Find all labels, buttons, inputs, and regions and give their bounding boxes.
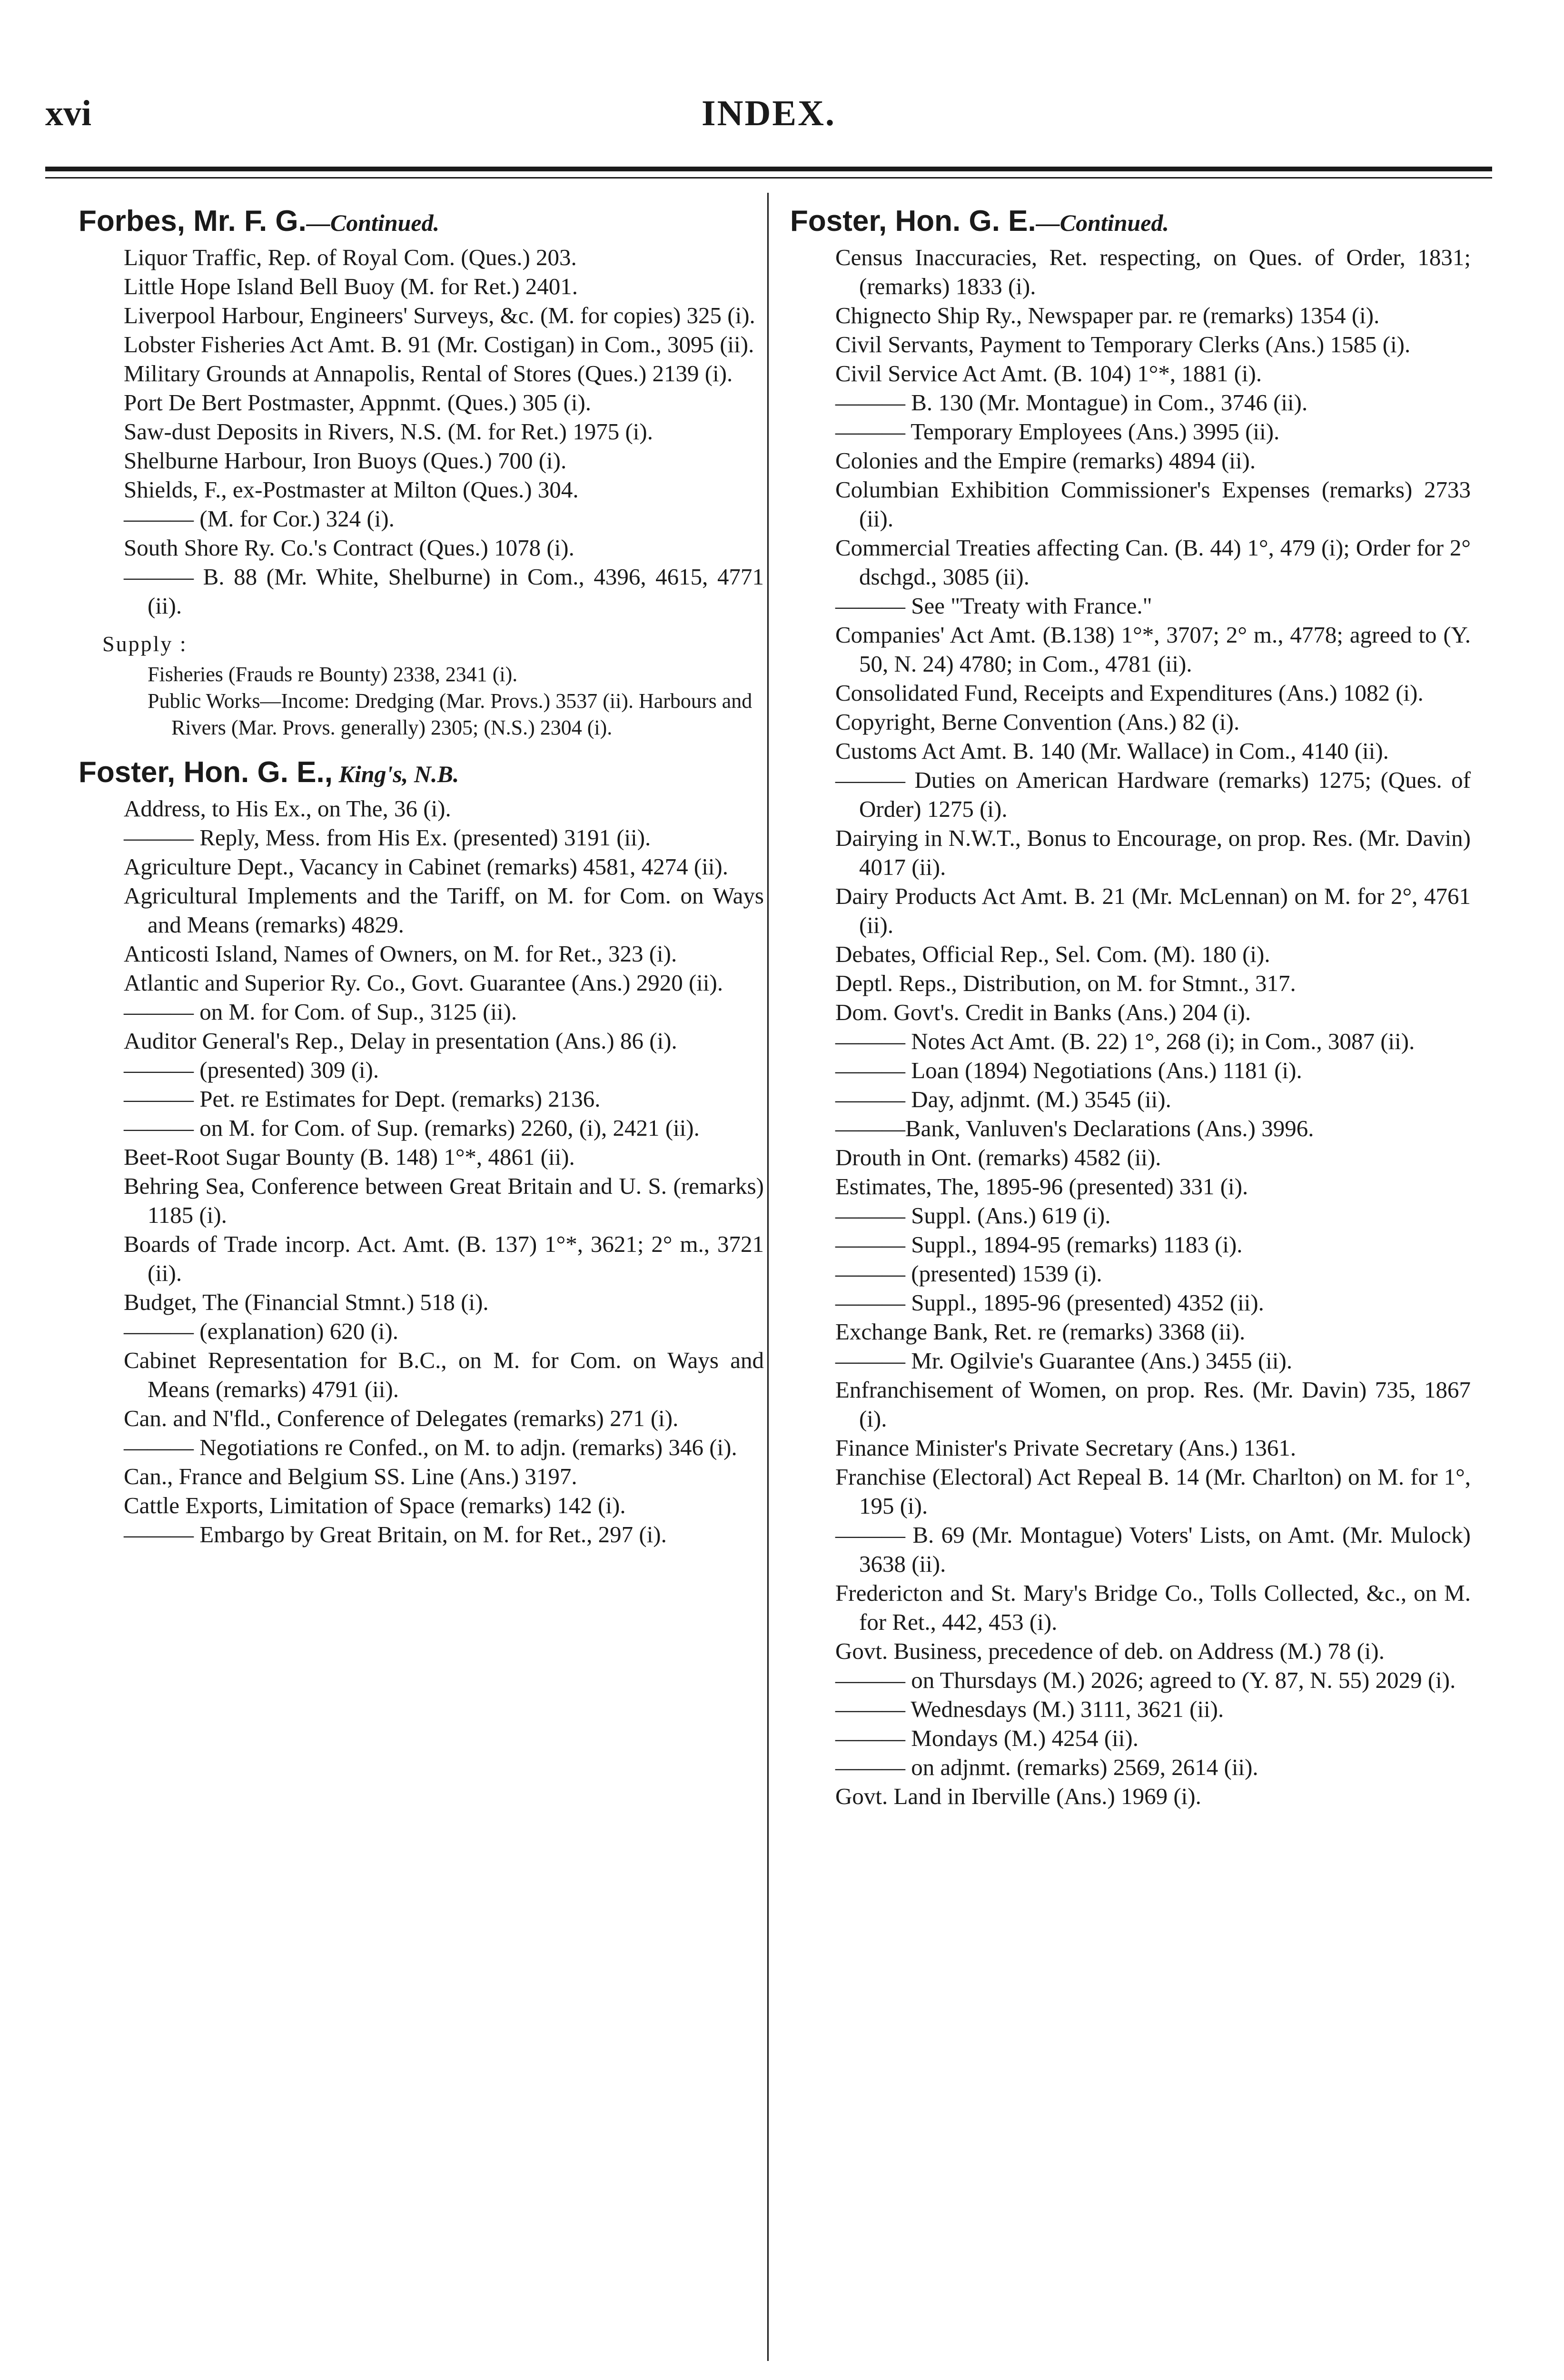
- index-entry: Dairying in N.W.T., Bonus to Encourage, on prop. Res. (Mr. Davin) 4017 (ii).: [835, 825, 1471, 880]
- index-entry: Commercial Treaties affecting Can. (B. 44) 1°, 479 (i); Order for 2° dschgd., 3085 (ii).: [835, 535, 1471, 590]
- index-entry: ——— (explanation) 620 (i).: [124, 1318, 398, 1344]
- index-entry: Can. and N'fld., Conference of Delegates (remarks) 271 (i).: [124, 1405, 679, 1431]
- index-entry: Beet-Root Sugar Bounty (B. 148) 1°*, 4861 (ii).: [124, 1144, 575, 1170]
- index-entry: Dairy Products Act Amt. B. 21 (Mr. McLennan) on M. for 2°, 4761 (ii).: [835, 883, 1471, 938]
- index-entry: ——— B. 130 (Mr. Montague) in Com., 3746 (ii).: [835, 389, 1308, 416]
- index-entry: Companies' Act Amt. (B.138) 1°*, 3707; 2° m., 4778; agreed to (Y. 50, N. 24) 4780; in Com., 4781 (ii).: [835, 622, 1471, 677]
- index-entry: Civil Servants, Payment to Temporary Clerks (Ans.) 1585 (i).: [835, 331, 1411, 357]
- index-heading: [79, 203, 764, 241]
- index-entry: Govt. Business, precedence of deb. on Address (M.) 78 (i).: [835, 1638, 1385, 1664]
- heading-continued: —Continued.: [1036, 209, 1169, 236]
- index-entry: Liverpool Harbour, Engineers' Surveys, &c. (M. for copies) 325 (i).: [124, 302, 755, 328]
- heading-name: Foster, Hon. G. E.: [790, 205, 1036, 238]
- index-entry: ——— (presented) 309 (i).: [124, 1057, 379, 1083]
- index-entry: ——— on Thursdays (M.) 2026; agreed to (Y. 87, N. 55) 2029 (i).: [835, 1667, 1456, 1693]
- index-entry: ——— Temporary Employees (Ans.) 3995 (ii).: [835, 418, 1280, 445]
- index-entry: ——— Mondays (M.) 4254 (ii).: [835, 1725, 1138, 1751]
- index-entry: ——— (presented) 1539 (i).: [835, 1260, 1102, 1287]
- index-entry: Shields, F., ex-Postmaster at Milton (Ques.) 304.: [124, 476, 579, 503]
- heading-name: Forbes, Mr. F. G.: [79, 205, 307, 238]
- index-entry: ——— on M. for Com. of Sup. (remarks) 2260, (i), 2421 (ii).: [124, 1115, 700, 1141]
- index-entry: Budget, The (Financial Stmnt.) 518 (i).: [124, 1289, 489, 1315]
- index-entry: ——— Day, adjnmt. (M.) 3545 (ii).: [835, 1086, 1171, 1112]
- header-rule-thick: [45, 167, 1492, 171]
- index-entry: Enfranchisement of Women, on prop. Res. (Mr. Davin) 735, 1867 (i).: [835, 1377, 1471, 1432]
- index-entry: ——— Loan (1894) Negotiations (Ans.) 1181 (i).: [835, 1057, 1302, 1083]
- index-heading: [790, 203, 1471, 241]
- index-entry: ——— on M. for Com. of Sup., 3125 (ii).: [124, 999, 517, 1025]
- index-entry: Can., France and Belgium SS. Line (Ans.) 3197.: [124, 1463, 577, 1489]
- index-entry: ——— Reply, Mess. from His Ex. (presented) 3191 (ii).: [124, 824, 651, 851]
- index-entry: Chignecto Ship Ry., Newspaper par. re (remarks) 1354 (i).: [835, 302, 1380, 328]
- index-entry: Little Hope Island Bell Buoy (M. for Ret.) 2401.: [124, 273, 578, 299]
- index-entry: Port De Bert Postmaster, Appnmt. (Ques.) 305 (i).: [124, 389, 592, 416]
- index-entry: Finance Minister's Private Secretary (Ans.) 1361.: [835, 1435, 1297, 1461]
- spacer: [79, 741, 764, 754]
- index-entry: ——— Embargo by Great Britain, on M. for Ret., 297 (i).: [124, 1521, 667, 1547]
- page-number: xvi: [45, 93, 92, 133]
- index-entry: ——— Pet. re Estimates for Dept. (remarks) 2136.: [124, 1086, 601, 1112]
- index-entry: ——— B. 69 (Mr. Montague) Voters' Lists, on Amt. (Mr. Mulock) 3638 (ii).: [835, 1522, 1471, 1577]
- index-entry: Dom. Govt's. Credit in Banks (Ans.) 204 (i).: [835, 999, 1251, 1025]
- index-entry: South Shore Ry. Co.'s Contract (Ques.) 1078 (i).: [124, 535, 574, 561]
- index-entry: Consolidated Fund, Receipts and Expenditures (Ans.) 1082 (i).: [835, 680, 1424, 706]
- index-entry: Lobster Fisheries Act Amt. B. 91 (Mr. Costigan) in Com., 3095 (ii).: [124, 331, 754, 357]
- index-entry: Customs Act Amt. B. 140 (Mr. Wallace) in Com., 4140 (ii).: [835, 738, 1389, 764]
- index-entry: Behring Sea, Conference between Great Britain and U. S. (remarks) 1185 (i).: [124, 1173, 764, 1228]
- column-divider: [767, 193, 769, 2361]
- index-entry: ——— Suppl., 1895-96 (presented) 4352 (ii).: [835, 1289, 1264, 1316]
- heading-constituency: King's, N.B.: [332, 761, 459, 787]
- page-header: [45, 93, 1492, 159]
- index-entry: ——— Suppl., 1894-95 (remarks) 1183 (i).: [835, 1231, 1243, 1258]
- index-entry: Address, to His Ex., on The, 36 (i).: [124, 795, 451, 822]
- index-entry: ——— Duties on American Hardware (remarks) 1275; (Ques. of Order) 1275 (i).: [835, 767, 1471, 822]
- index-entry: Fredericton and St. Mary's Bridge Co., Tolls Collected, &c., on M. for Ret., 442, 453 (i).: [835, 1580, 1471, 1635]
- index-entry: ——— Mr. Ogilvie's Guarantee (Ans.) 3455 (ii).: [835, 1348, 1293, 1374]
- index-entry: Cabinet Representation for B.C., on M. for Com. on Ways and Means (remarks) 4791 (ii).: [124, 1347, 764, 1402]
- page-title: INDEX.: [702, 93, 836, 133]
- index-entry: Agriculture Dept., Vacancy in Cabinet (remarks) 4581, 4274 (ii).: [124, 853, 729, 880]
- section-label: Supply :: [102, 632, 188, 656]
- index-entry: Military Grounds at Annapolis, Rental of Stores (Ques.) 2139 (i).: [124, 360, 733, 387]
- index-entry: ———Bank, Vanluven's Declarations (Ans.) 3996.: [835, 1115, 1314, 1141]
- index-entry: ——— Wednesdays (M.) 3111, 3621 (ii).: [835, 1696, 1224, 1722]
- index-entry: Boards of Trade incorp. Act. Amt. (B. 137) 1°*, 3621; 2° m., 3721 (ii).: [124, 1231, 764, 1286]
- heading-name: Foster, Hon. G. E.,: [79, 756, 333, 789]
- heading-continued: —Continued.: [306, 209, 440, 236]
- index-entry: Franchise (Electoral) Act Repeal B. 14 (Mr. Charlton) on M. for 1°, 195 (i).: [835, 1464, 1471, 1519]
- index-subentry: Public Works—Income: Dredging (Mar. Provs.) 3537 (ii). Harbours and Rivers (Mar. Provs. generally) 2305; (N.S.) 2304 (i).: [148, 689, 752, 739]
- index-heading: [79, 754, 764, 792]
- index-entry: Liquor Traffic, Rep. of Royal Com. (Ques.) 203.: [124, 244, 577, 270]
- index-entry: Cattle Exports, Limitation of Space (remarks) 142 (i).: [124, 1492, 626, 1518]
- index-entry: ——— Notes Act Amt. (B. 22) 1°, 268 (i); in Com., 3087 (ii).: [835, 1028, 1415, 1054]
- index-entry: ——— See "Treaty with France.": [835, 593, 1152, 619]
- index-entry: Colonies and the Empire (remarks) 4894 (ii).: [835, 447, 1256, 474]
- index-entry: ——— on adjnmt. (remarks) 2569, 2614 (ii).: [835, 1754, 1258, 1780]
- index-entry: ——— Negotiations re Confed., on M. to adjn. (remarks) 346 (i).: [124, 1434, 737, 1460]
- index-entry: Shelburne Harbour, Iron Buoys (Ques.) 700 (i).: [124, 447, 567, 474]
- index-entry: Copyright, Berne Convention (Ans.) 82 (i).: [835, 709, 1240, 735]
- index-entry: Columbian Exhibition Commissioner's Expenses (remarks) 2733 (ii).: [835, 476, 1471, 532]
- index-entry: Debates, Official Rep., Sel. Com. (M). 180 (i).: [835, 941, 1270, 967]
- index-entry: Estimates, The, 1895-96 (presented) 331 (i).: [835, 1173, 1248, 1200]
- index-entry: Govt. Land in Iberville (Ans.) 1969 (i).: [835, 1783, 1201, 1809]
- index-entry: ——— B. 88 (Mr. White, Shelburne) in Com., 4396, 4615, 4771 (ii).: [124, 564, 764, 619]
- index-entry: Drouth in Ont. (remarks) 4582 (ii).: [835, 1144, 1161, 1170]
- index-entry: Census Inaccuracies, Ret. respecting, on Ques. of Order, 1831; (remarks) 1833 (i).: [835, 244, 1471, 299]
- index-entry: ——— Suppl. (Ans.) 619 (i).: [835, 1202, 1111, 1229]
- index-entry: ——— (M. for Cor.) 324 (i).: [124, 506, 395, 532]
- index-entry: Atlantic and Superior Ry. Co., Govt. Guarantee (Ans.) 2920 (ii).: [124, 970, 723, 996]
- index-entry: Deptl. Reps., Distribution, on M. for Stmnt., 317.: [835, 970, 1296, 996]
- right-column: [790, 202, 1471, 1811]
- left-column: [79, 202, 764, 1549]
- index-entry: Exchange Bank, Ret. re (remarks) 3368 (ii).: [835, 1319, 1246, 1345]
- index-entry: Anticosti Island, Names of Owners, on M. for Ret., 323 (i).: [124, 941, 677, 967]
- index-entry: Auditor General's Rep., Delay in presentation (Ans.) 86 (i).: [124, 1028, 677, 1054]
- header-rule-thin: [45, 177, 1492, 178]
- index-subentry: Fisheries (Frauds re Bounty) 2338, 2341 (i).: [148, 663, 518, 686]
- index-entry: Civil Service Act Amt. (B. 104) 1°*, 1881 (i).: [835, 360, 1262, 387]
- index-entry: Saw-dust Deposits in Rivers, N.S. (M. for Ret.) 1975 (i).: [124, 418, 653, 445]
- index-entry: Agricultural Implements and the Tariff, on M. for Com. on Ways and Means (remarks) 4829.: [124, 883, 764, 938]
